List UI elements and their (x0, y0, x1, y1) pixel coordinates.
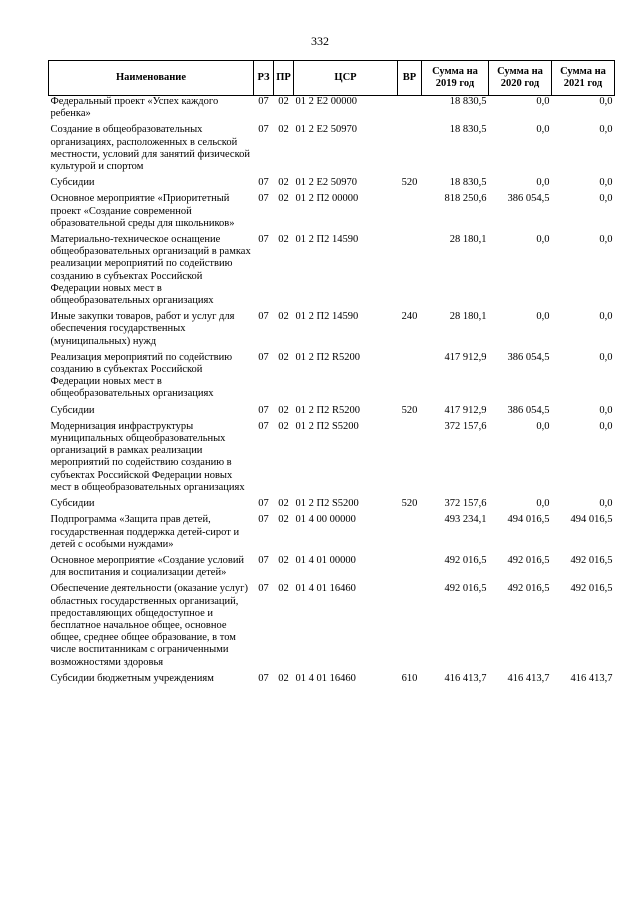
cell-vr (398, 352, 422, 405)
header-pr: ПР (274, 61, 294, 96)
cell-y2020: 492 016,5 (507, 554, 550, 566)
cell-y2020: 494 016,5 (507, 514, 550, 526)
header-2021: Сумма на 2021 год (552, 61, 615, 96)
cell-pr: 02 (278, 177, 289, 189)
header-rz: РЗ (254, 61, 274, 96)
cell-y2021: 0,0 (599, 124, 613, 136)
cell-y2021: 492 016,5 (570, 583, 613, 595)
cell-rz: 07 (258, 404, 269, 416)
cell-y2021: 494 016,5 (570, 514, 613, 526)
cell-csr: 01 2 E2 00000 (295, 96, 358, 107)
page-number: 332 (311, 34, 329, 48)
cell-y2021: 416 413,7 (570, 672, 613, 684)
cell-csr: 01 2 E2 50970 (295, 124, 358, 136)
cell-y2021: 492 016,5 (570, 554, 613, 566)
table-row (49, 96, 615, 125)
cell-y2020: 386 054,5 (507, 351, 550, 363)
cell-pr: 02 (278, 583, 289, 595)
cell-y2019: 28 180,1 (449, 311, 487, 323)
cell-vr: 520 (401, 404, 418, 416)
cell-name: Создание в общеобразовательных организациях, расположенных в сельской местности, условий для занятий физической культурой и спортом (50, 124, 251, 173)
cell-pr: 02 (278, 124, 289, 136)
cell-csr: 01 4 01 16460 (295, 583, 356, 595)
cell-rz: 07 (258, 124, 269, 136)
cell-y2021: 0,0 (599, 234, 613, 246)
cell-csr: 01 4 01 16460 (295, 672, 356, 684)
cell-csr: 01 2 П2 S5200 (295, 420, 359, 432)
table-row (49, 498, 615, 514)
cell-vr (398, 555, 422, 583)
table-row (49, 124, 615, 177)
cell-csr: 01 2 П2 R5200 (295, 404, 360, 416)
table-row (49, 352, 615, 405)
cell-csr: 01 2 П2 14590 (295, 311, 359, 323)
cell-rz: 07 (258, 177, 269, 189)
cell-y2019: 492 016,5 (444, 554, 487, 566)
cell-vr (398, 421, 422, 498)
cell-vr: 520 (401, 177, 418, 189)
cell-y2021: 0,0 (599, 311, 613, 323)
table-row (49, 673, 615, 689)
cell-name: Субсидии бюджетным учреждениям (50, 672, 214, 684)
cell-y2019: 416 413,7 (444, 672, 487, 684)
cell-y2021: 0,0 (599, 420, 613, 432)
cell-vr (398, 514, 422, 555)
table-row (49, 405, 615, 421)
cell-rz: 07 (258, 498, 269, 510)
cell-pr: 02 (278, 351, 289, 363)
cell-name: Федеральный проект «Успех каждого ребенка» (50, 96, 219, 120)
cell-name: Подпрограмма «Защита прав детей, государственная поддержка детей-сирот и детей с особыми нуждами» (50, 514, 240, 550)
cell-pr: 02 (278, 514, 289, 526)
cell-y2019: 818 250,6 (444, 193, 487, 205)
header-name: Наименование (49, 61, 254, 96)
cell-rz: 07 (258, 420, 269, 432)
cell-csr: 01 2 П2 14590 (295, 234, 359, 246)
cell-vr: 520 (401, 498, 418, 510)
table-row (49, 514, 615, 555)
cell-y2020: 0,0 (536, 124, 550, 136)
cell-rz: 07 (258, 96, 269, 107)
header-csr: ЦСР (294, 61, 398, 96)
cell-y2020: 0,0 (536, 234, 550, 246)
cell-name: Обеспечение деятельности (оказание услуг) областных государственных организаций, предоставляющих общедоступное и бесплатное начальное общее, основное общее, среднее общее образование, в том числе воспитанникам с ограниченными возможностями здоровья (50, 583, 248, 668)
cell-y2020: 0,0 (536, 498, 550, 510)
cell-vr (398, 234, 422, 311)
cell-y2019: 28 180,1 (449, 234, 487, 246)
cell-pr: 02 (278, 672, 289, 684)
cell-y2019: 493 234,1 (444, 514, 487, 526)
cell-y2020: 0,0 (536, 311, 550, 323)
table-row (49, 193, 615, 234)
cell-pr: 02 (278, 193, 289, 205)
header-2020: Сумма на 2020 год (489, 61, 552, 96)
cell-y2021: 0,0 (599, 404, 613, 416)
cell-pr: 02 (278, 311, 289, 323)
cell-csr: 01 2 П2 S5200 (295, 498, 359, 510)
table-row (49, 177, 615, 193)
cell-pr: 02 (278, 554, 289, 566)
cell-name: Субсидии (50, 404, 95, 416)
cell-rz: 07 (258, 234, 269, 246)
cell-y2019: 18 830,5 (449, 177, 487, 189)
cell-name: Основное мероприятие «Создание условий для воспитания и социализации детей» (50, 554, 245, 579)
cell-name: Модернизация инфраструктуры муниципальных общеобразовательных организаций в рамках реализации мероприятий по содействию созданию в субъектах Российской Федерации новых мест в общеобразовательных организациях (50, 420, 245, 493)
cell-y2020: 492 016,5 (507, 583, 550, 595)
cell-pr: 02 (278, 96, 289, 107)
cell-name: Материально-техническое оснащение общеобразовательных организаций в рамках реализации мероприятий по содействию созданию в субъектах Российской Федерации новых мест в общеобразовательных организациях (50, 234, 251, 307)
table-header-row (49, 61, 615, 96)
cell-vr (398, 96, 422, 125)
cell-y2021: 0,0 (599, 351, 613, 363)
table-row (49, 583, 615, 672)
cell-pr: 02 (278, 498, 289, 510)
cell-y2020: 0,0 (536, 420, 550, 432)
cell-y2020: 0,0 (536, 177, 550, 189)
cell-rz: 07 (258, 351, 269, 363)
cell-rz: 07 (258, 193, 269, 205)
cell-vr (398, 124, 422, 177)
cell-y2021: 0,0 (599, 193, 613, 205)
cell-name: Основное мероприятие «Приоритетный проект «Создание современной образовательной среды для школьников» (50, 193, 235, 229)
cell-name: Субсидии (50, 177, 95, 189)
cell-pr: 02 (278, 404, 289, 416)
cell-y2019: 372 157,6 (444, 420, 487, 432)
cell-y2020: 386 054,5 (507, 193, 550, 205)
cell-y2021: 0,0 (599, 498, 613, 510)
header-2019: Сумма на 2019 год (422, 61, 489, 96)
cell-pr: 02 (278, 420, 289, 432)
cell-csr: 01 2 П2 00000 (295, 193, 359, 205)
cell-name: Иные закупки товаров, работ и услуг для обеспечения государственных (муниципальных) нужд (50, 311, 235, 347)
cell-y2020: 386 054,5 (507, 404, 550, 416)
cell-y2019: 492 016,5 (444, 583, 487, 595)
cell-rz: 07 (258, 311, 269, 323)
cell-rz: 07 (258, 672, 269, 684)
cell-csr: 01 2 П2 R5200 (295, 351, 360, 363)
cell-vr (398, 583, 422, 672)
table-row (49, 555, 615, 583)
cell-y2019: 417 912,9 (444, 351, 487, 363)
header-vr: ВР (398, 61, 422, 96)
cell-vr: 610 (401, 672, 418, 684)
cell-y2019: 372 157,6 (444, 498, 487, 510)
cell-y2020: 0,0 (536, 96, 550, 107)
cell-name: Субсидии (50, 498, 95, 510)
cell-y2020: 416 413,7 (507, 672, 550, 684)
cell-rz: 07 (258, 514, 269, 526)
cell-vr: 240 (401, 311, 418, 323)
cell-vr (398, 193, 422, 234)
cell-y2019: 18 830,5 (449, 96, 487, 107)
cell-csr: 01 4 00 00000 (295, 514, 356, 526)
cell-rz: 07 (258, 583, 269, 595)
table-row (49, 421, 615, 498)
cell-csr: 01 2 E2 50970 (295, 177, 358, 189)
table-row (49, 311, 615, 352)
cell-csr: 01 4 01 00000 (295, 554, 356, 566)
cell-pr: 02 (278, 234, 289, 246)
budget-table (48, 60, 615, 689)
cell-y2021: 0,0 (599, 96, 613, 107)
cell-name: Реализация мероприятий по содействию созданию в субъектах Российской Федерации новых мест в общеобразовательных организациях (50, 351, 233, 400)
cell-y2021: 0,0 (599, 177, 613, 189)
table-row (49, 234, 615, 311)
cell-y2019: 18 830,5 (449, 124, 487, 136)
cell-y2019: 417 912,9 (444, 404, 487, 416)
cell-rz: 07 (258, 554, 269, 566)
